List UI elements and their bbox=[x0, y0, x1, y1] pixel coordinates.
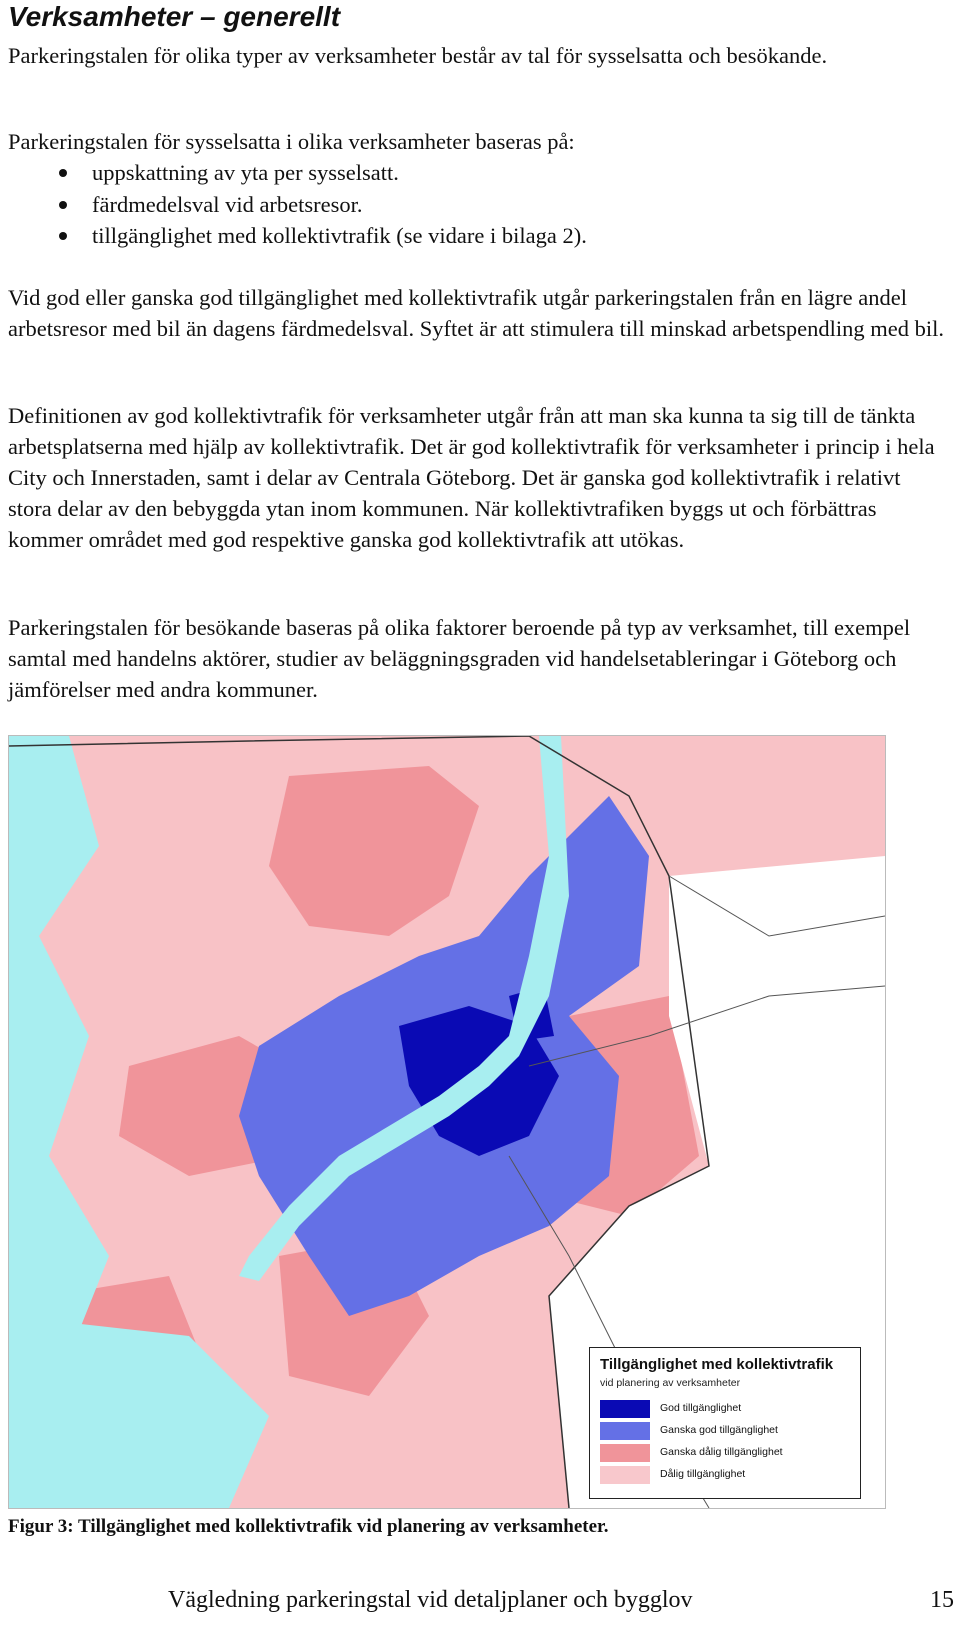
list-item-text: uppskattning av yta per sysselsatt. bbox=[92, 160, 399, 185]
bullet-icon bbox=[59, 232, 67, 240]
figure-caption: Figur 3: Tillgänglighet med kollektivtrafik vid planering av verksamheter. bbox=[8, 1516, 609, 1537]
legend-title: Tillgänglighet med kollektivtrafik bbox=[600, 1356, 834, 1373]
bullet-icon bbox=[59, 169, 67, 177]
bullet-icon bbox=[59, 201, 67, 209]
legend-label: God tillgänglighet bbox=[660, 1402, 742, 1414]
list-item bbox=[8, 157, 928, 189]
visitor-paragraph: Parkeringstalen för besökande baseras på olika faktorer beroende på typ av verksamhet, till exempel samtal med handelns aktörer, studier av beläggningsgraden vid handelsetableringar i Göteborg och jämförelser med andra kommuner. bbox=[8, 615, 911, 702]
definition-paragraph: Definitionen av god kollektivtrafik för verksamheter utgår från att man ska kunna ta sig till de tänkta arbetsplatserna med hjälp av kollektivtrafik. Det är god kollektivtrafik för verksamheter i princip i hela City och Innerstaden, samt i delar av Centrala Göteborg. Det är ganska god kollektivtrafik i relativt stora delar av den bebyggda ytan inom kommunen. När kollektivtrafiken byggs ut och förbättras kommer området med god respektive ganska god kollektivtrafik att utökas. bbox=[8, 403, 935, 552]
legend-label: Dålig tillgänglighet bbox=[660, 1468, 746, 1480]
list-item bbox=[8, 220, 928, 252]
footer-title: Vägledning parkeringstal vid detaljplaner och bygglov bbox=[168, 1587, 693, 1613]
legend-item bbox=[600, 1400, 860, 1418]
legend-swatch bbox=[600, 1400, 650, 1418]
legend-item bbox=[600, 1444, 860, 1462]
legend-label: Ganska dålig tillgänglighet bbox=[660, 1446, 783, 1458]
section-heading: Verksamheter – generellt bbox=[8, 1, 341, 32]
list-item-text: färdmedelsval vid arbetsresor. bbox=[92, 191, 363, 217]
legend-label: Ganska god tillgänglighet bbox=[660, 1424, 778, 1436]
legend-item bbox=[600, 1466, 860, 1484]
intro-paragraph: Parkeringstalen för olika typer av verksamheter består av tal för sysselsatta och besökande. bbox=[8, 43, 828, 68]
page-number: 15 bbox=[930, 1587, 954, 1613]
basis-list bbox=[8, 157, 928, 252]
map-legend bbox=[589, 1347, 861, 1499]
transit-paragraph: Vid god eller ganska god tillgänglighet med kollektivtrafik utgår parkeringstalen från en lägre andel arbetsresor med bil än dagens färdmedelsval. Syftet är att stimulera till minskad arbetspendling med bil. bbox=[8, 285, 944, 341]
accessibility-map bbox=[8, 735, 886, 1509]
basis-paragraph: Parkeringstalen för sysselsatta i olika verksamheter baseras på: bbox=[8, 129, 575, 154]
legend-swatch bbox=[600, 1422, 650, 1440]
legend-swatch bbox=[600, 1444, 650, 1462]
legend-item bbox=[600, 1422, 860, 1440]
list-item bbox=[8, 189, 928, 221]
legend-subtitle: vid planering av verksamheter bbox=[600, 1377, 741, 1389]
list-item-text: tillgänglighet med kollektivtrafik (se vidare i bilaga 2). bbox=[92, 223, 587, 248]
legend-swatch bbox=[600, 1466, 650, 1484]
